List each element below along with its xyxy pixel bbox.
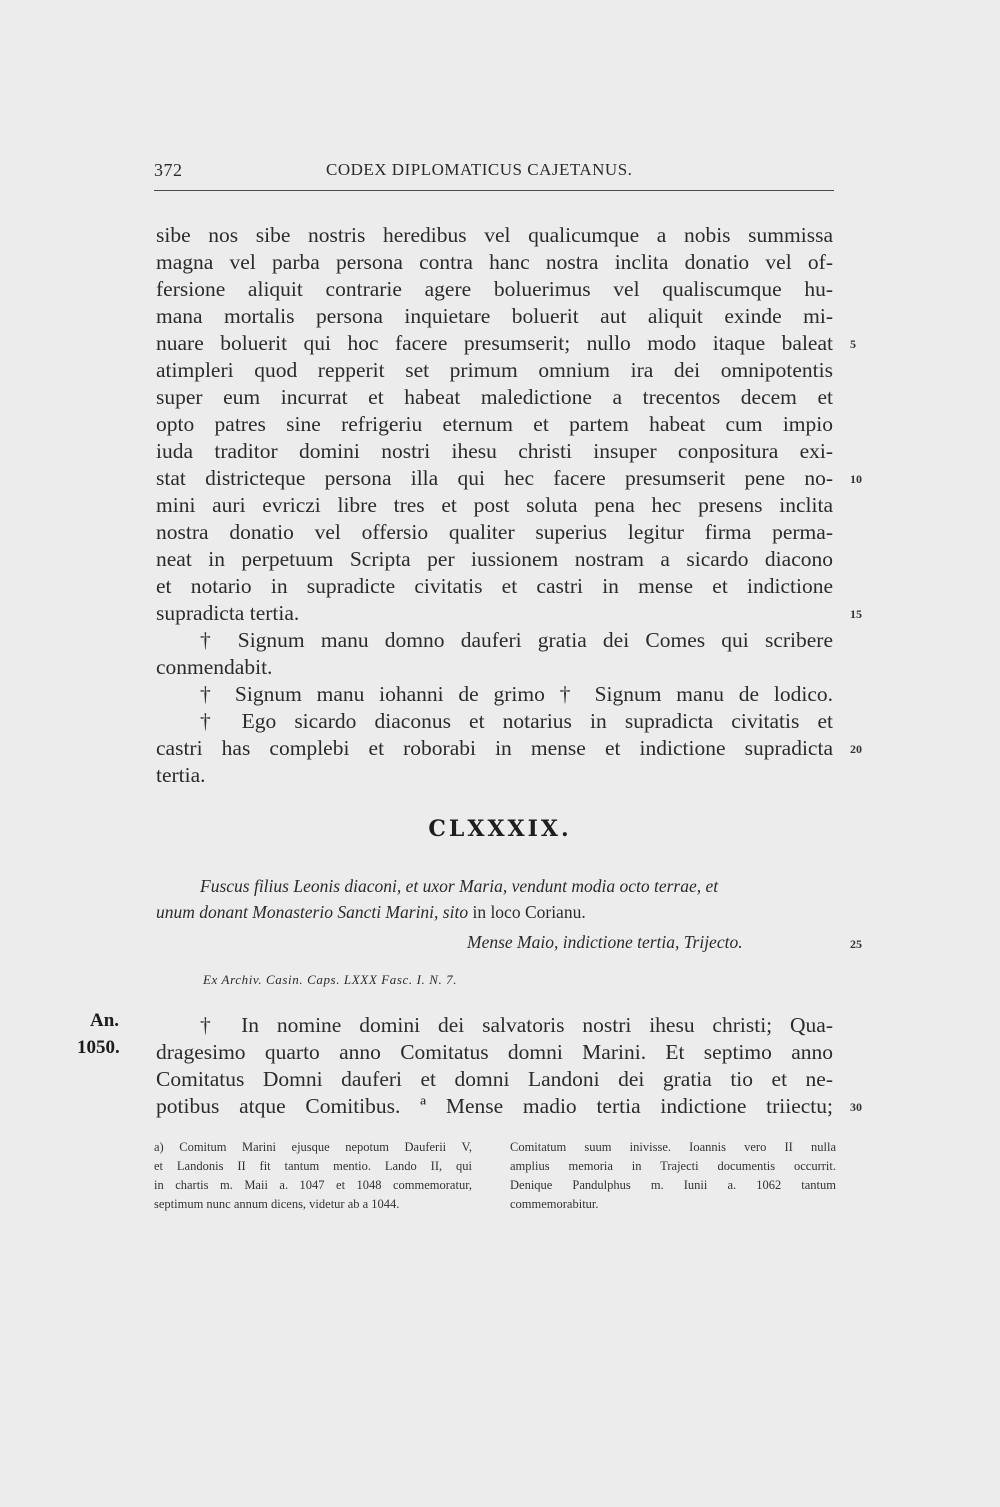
- source-citation: Ex Archiv. Casin. Caps. LXXX Fasc. I. N. 7.: [203, 972, 458, 987]
- body-line: mana mortalis persona inquietare boluerit aut aliquit exinde mi-: [156, 304, 833, 328]
- footnote-line: amplius memoria in Trajecti documentis occurrit.: [510, 1159, 836, 1173]
- body-line: et notario in supradicte civitatis et castri in mense et indictione: [156, 574, 833, 598]
- body-line: conmendabit.: [156, 655, 273, 679]
- summary-line: Fuscus filius Leonis diaconi, et uxor Maria, vendunt modia octo terrae, et: [200, 876, 719, 896]
- body-line: fersione aliquit contrarie agere boluerimus vel qualiscumque hu-: [156, 277, 833, 301]
- body-line: † Signum manu iohanni de grimo † Signum manu de lodico.: [200, 682, 833, 706]
- body-line: tertia.: [156, 763, 206, 787]
- body-line: stat districteque persona illa qui hec facere presumserit pene no-: [156, 466, 833, 490]
- charter-line: Comitatus Domni dauferi et domni Landoni dei gratia tio et ne-: [156, 1067, 833, 1091]
- line-number: 20: [850, 742, 862, 756]
- footnote-line: Comitatum suum inivisse. Ioannis vero II nulla: [510, 1140, 836, 1154]
- header-rule: [154, 190, 834, 191]
- footnote-line: commemorabitur.: [510, 1197, 599, 1211]
- running-title: CODEX DIPLOMATICUS CAJETANUS.: [326, 160, 633, 179]
- footnote-line: a) Comitum Marini ejusque nepotum Dauferii V,: [154, 1140, 472, 1154]
- body-line: nostra donatio vel offersio qualiter superius legitur firma perma-: [156, 520, 833, 544]
- footnote-line: septimum nunc annum dicens, videtur ab a 1044.: [154, 1197, 400, 1211]
- body-line: mini auri evriczi libre tres et post soluta pena hec presens inclita: [156, 493, 833, 517]
- body-line: atimpleri quod repperit set primum omnium ira dei omnipotentis: [156, 358, 833, 382]
- footnote-right: [510, 1138, 836, 1214]
- summary-italic: unum donant Monasterio Sancti Marini, sito: [156, 902, 469, 922]
- footnote-left: [154, 1138, 472, 1214]
- body-line: super eum incurrat et habeat maledictione a trecentos decem et: [156, 385, 833, 409]
- summary-line: [156, 899, 586, 925]
- body-line: † Signum manu domno dauferi gratia dei Comes qui scribere: [200, 628, 833, 652]
- summary-roman: in loco Corianu.: [468, 902, 586, 922]
- footnote-line: in chartis m. Maii a. 1047 et 1048 commemoratur,: [154, 1178, 472, 1192]
- line-number: 10: [850, 472, 862, 486]
- line-number: 5: [850, 337, 856, 351]
- body-line: nuare boluerit qui hoc facere presumserit; nullo modo itaque baleat: [156, 331, 833, 355]
- body-line: † Ego sicardo diaconus et notarius in supradicta civitatis et: [200, 709, 833, 733]
- line-number: 15: [850, 607, 862, 621]
- page-header: [154, 160, 834, 184]
- line-number: 25: [850, 937, 862, 951]
- body-line: iuda traditor domini nostri ihesu christi insuper conpositura exi-: [156, 439, 833, 463]
- margin-year-label: An.: [90, 1010, 120, 1031]
- margin-year: 1050.: [77, 1037, 120, 1058]
- body-line: magna vel parba persona contra hanc nostra inclita donatio vel of-: [156, 250, 833, 274]
- charter-line: potibus atque Comitibus. ª Mense madio tertia indictione triiectu;: [156, 1094, 833, 1118]
- line-number: 30: [850, 1100, 862, 1114]
- body-line: sibe nos sibe nostris heredibus vel qualicumque a nobis summissa: [156, 223, 833, 247]
- body-line: opto patres sine refrigeriu eternum et partem habeat cum impio: [156, 412, 833, 436]
- summary-date: Mense Maio, indictione tertia, Trijecto.: [467, 932, 743, 952]
- body-line: neat in perpetuum Scripta per iussionem nostram a sicardo diacono: [156, 547, 833, 571]
- charter-line: dragesimo quarto anno Comitatus domni Marini. Et septimo anno: [156, 1040, 833, 1064]
- body-line: supradicta tertia.: [156, 601, 300, 625]
- page-number: 372: [154, 160, 183, 180]
- footnote-line: Denique Pandulphus m. Iunii a. 1062 tantum: [510, 1178, 836, 1192]
- section-heading: CLXXXIX.: [428, 816, 572, 842]
- charter-line: † In nomine domini dei salvatoris nostri ihesu christi; Qua-: [200, 1013, 833, 1037]
- body-line: castri has complebi et roborabi in mense et indictione supradicta: [156, 736, 833, 760]
- footnote-line: et Landonis II fit tantum mentio. Lando II, qui: [154, 1159, 472, 1173]
